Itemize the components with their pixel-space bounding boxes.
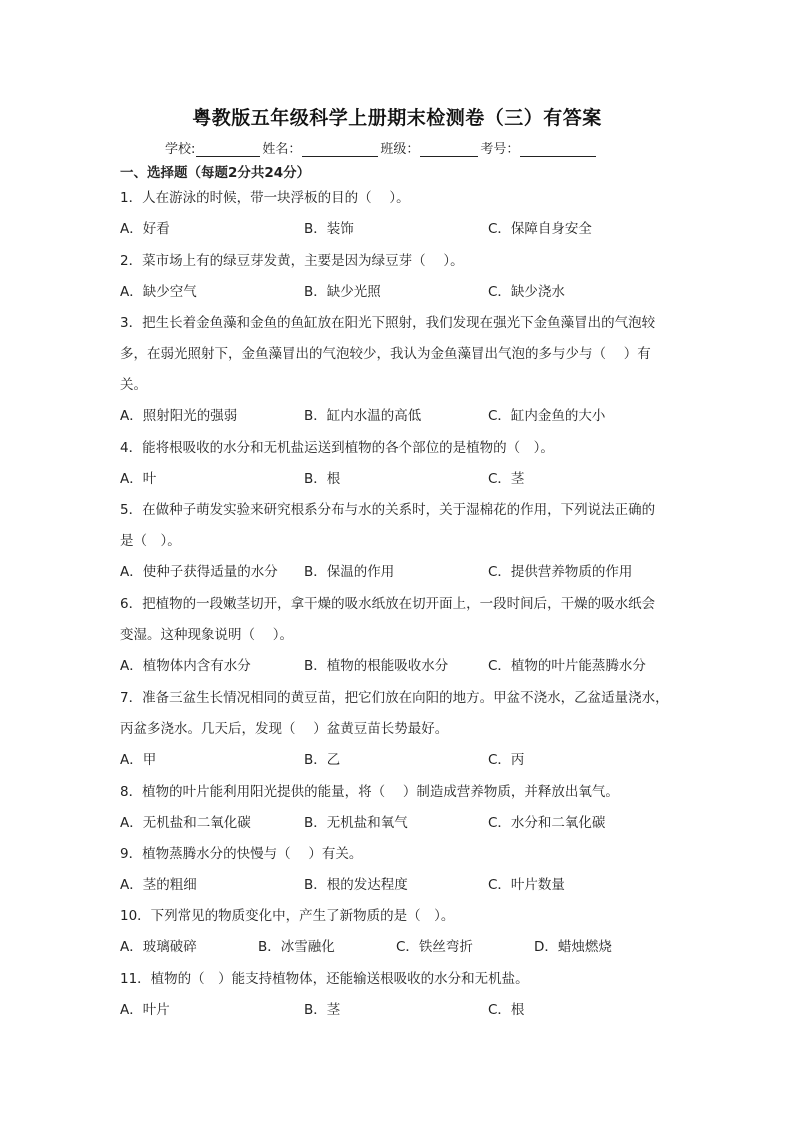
option-a[interactable]: A．使种子获得适量的水分	[120, 564, 278, 580]
question-stem: 变湿。这种现象说明（ ）。	[120, 627, 294, 643]
option-b[interactable]: B．无机盐和氧气	[304, 815, 408, 831]
option-c[interactable]: C．植物的叶片能蒸腾水分	[488, 658, 646, 674]
option-a[interactable]: A．叶	[120, 471, 157, 487]
option-a[interactable]: A．好看	[120, 221, 170, 237]
question-stem: 9．植物蒸腾水分的快慢与（ ）有关。	[120, 846, 363, 862]
class-blank[interactable]	[420, 143, 478, 157]
question-stem: 是（ ）。	[120, 533, 181, 549]
question-stem: 8．植物的叶片能利用阳光提供的能量，将（ ）制造成营养物质，并释放出氧气。	[120, 784, 619, 800]
question-stem: 多，在弱光照射下，金鱼藻冒出的气泡较少，我认为金鱼藻冒出气泡的多与少与（ ）有	[120, 346, 651, 362]
page-title: 粤教版五年级科学上册期末检测卷（三）有答案	[192, 107, 602, 129]
question-stem: 丙盆多浇水。几天后，发现（ ）盆黄豆苗长势最好。	[120, 721, 449, 737]
class-label: 班级：	[380, 142, 420, 157]
option-c[interactable]: C．缸内金鱼的大小	[488, 408, 606, 424]
option-a[interactable]: A．叶片	[120, 1002, 170, 1018]
exam-no-label: 考号：	[480, 142, 520, 157]
option-c[interactable]: C．叶片数量	[488, 877, 565, 893]
question-stem: 7．准备三盆生长情况相同的黄豆苗，把它们放在向阳的地方。甲盆不浇水，乙盆适量浇水，	[120, 690, 669, 706]
question-stem: 5．在做种子萌发实验来研究根系分布与水的关系时，关于湿棉花的作用，下列说法正确的	[120, 502, 656, 518]
option-c[interactable]: C．水分和二氧化碳	[488, 815, 606, 831]
option-b[interactable]: B．冰雪融化	[258, 939, 335, 955]
student-info-line	[165, 138, 598, 157]
option-b[interactable]: B．装饰	[304, 221, 354, 237]
option-a[interactable]: A．甲	[120, 752, 157, 768]
option-c[interactable]: C．保障自身安全	[488, 221, 592, 237]
section-heading: 一、选择题（每题2分共24分）	[120, 165, 311, 181]
question-stem: 关。	[120, 377, 147, 393]
exam-no-blank[interactable]	[520, 143, 596, 157]
name-blank[interactable]	[302, 143, 378, 157]
option-b[interactable]: B．茎	[304, 1002, 341, 1018]
option-a[interactable]: A．茎的粗细	[120, 877, 197, 893]
question-stem: 4．能将根吸收的水分和无机盐运送到植物的各个部位的是植物的（ ）。	[120, 440, 554, 456]
option-d[interactable]: D．蜡烛燃烧	[534, 939, 612, 955]
option-a[interactable]: A．玻璃破碎	[120, 939, 197, 955]
option-b[interactable]: B．保温的作用	[304, 564, 395, 580]
option-c[interactable]: C．茎	[488, 471, 525, 487]
option-a[interactable]: A．植物体内含有水分	[120, 658, 251, 674]
option-a[interactable]: A．照射阳光的强弱	[120, 408, 238, 424]
school-label: 学校:	[165, 142, 196, 157]
option-b[interactable]: B．植物的根能吸收水分	[304, 658, 449, 674]
question-stem: 11．植物的（ ）能支持植物体，还能输送根吸收的水分和无机盐。	[120, 971, 529, 987]
option-a[interactable]: A．无机盐和二氧化碳	[120, 815, 251, 831]
option-b[interactable]: B．根的发达程度	[304, 877, 408, 893]
school-blank[interactable]	[196, 143, 260, 157]
question-stem: 2．菜市场上有的绿豆芽发黄，主要是因为绿豆芽（ ）。	[120, 253, 464, 269]
option-c[interactable]: C．根	[488, 1002, 525, 1018]
option-c[interactable]: C．丙	[488, 752, 525, 768]
question-stem: 1．人在游泳的时候，带一块浮板的目的（ ）。	[120, 190, 410, 206]
option-b[interactable]: B．缺少光照	[304, 284, 381, 300]
option-b[interactable]: B．根	[304, 471, 341, 487]
option-c[interactable]: C．缺少浇水	[488, 284, 565, 300]
option-c[interactable]: C．铁丝弯折	[396, 939, 473, 955]
question-stem: 3．把生长着金鱼藻和金鱼的鱼缸放在阳光下照射，我们发现在强光下金鱼藻冒出的气泡较	[120, 315, 656, 331]
question-stem: 10．下列常见的物质变化中，产生了新物质的是（ ）。	[120, 908, 455, 924]
question-stem: 6．把植物的一段嫩茎切开，拿干燥的吸水纸放在切开面上，一段时间后，干燥的吸水纸会	[120, 596, 656, 612]
option-c[interactable]: C．提供营养物质的作用	[488, 564, 633, 580]
option-a[interactable]: A．缺少空气	[120, 284, 197, 300]
name-label: 姓名：	[262, 142, 302, 157]
option-b[interactable]: B．乙	[304, 752, 341, 768]
option-b[interactable]: B．缸内水温的高低	[304, 408, 422, 424]
